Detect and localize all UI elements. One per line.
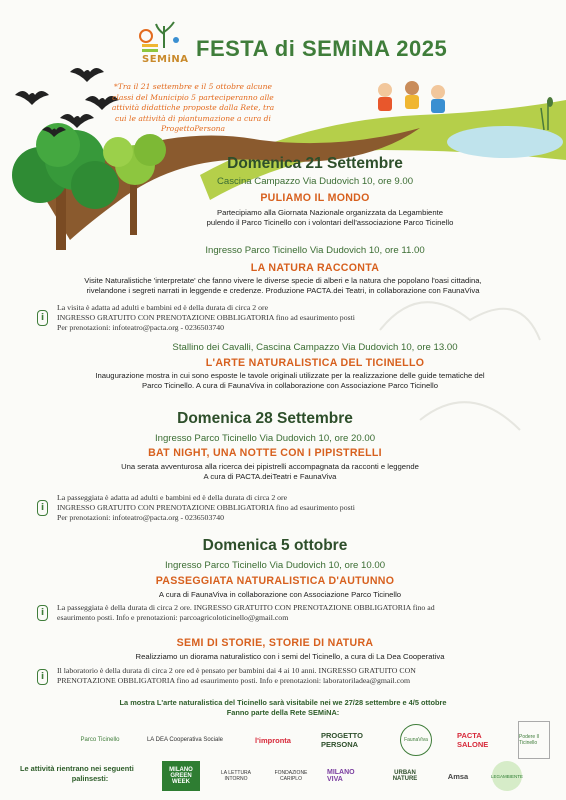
info-icon: i — [37, 500, 48, 516]
info-icon: i — [37, 605, 48, 621]
palinsesto-logo: URBAN NATURE — [392, 770, 418, 782]
logo-text: SEMiNA — [142, 54, 189, 65]
event-info: La passeggiata è della durata di circa 2 ore. INGRESSO GRATUITO CON PRENOTAZIONE OBBLIGATORIA fino ad esaurimento posti. Info e prenotazioni: parcoagricoloticinello@gmail.com — [57, 603, 435, 622]
event-venue: Ingresso Parco Ticinello Via Dudovich 10, ore 11.00 — [205, 245, 425, 256]
event-venue: Stallino dei Cavalli, Cascina Campazzo Via Dudovich 10, ore 13.00 — [172, 342, 458, 353]
partner-logo: Parco Ticinello — [80, 737, 120, 743]
partner-logo: Podere Il Ticinello — [518, 721, 550, 759]
palinsesto-logo: LEGAMBIENTE — [492, 761, 522, 791]
event-title: PULIAMO IL MONDO — [260, 192, 370, 204]
partner-logo: FaunaViva — [400, 724, 432, 756]
event-description: A cura di FaunaViva in collaborazione con Associazione Parco Ticinello — [158, 590, 402, 599]
event-info: La visita è adatta ad adulti e bambini ed è della durata di circa 2 ore INGRESSO GRATUITO CON PRENOTAZIONE OBBLIGATORIA fino ad esaurimento posti Per prenotazioni: infoteatro@pacta.org - 0236503740 — [57, 303, 355, 332]
partner-logo: LA DEA Cooperativa Sociale — [146, 737, 224, 743]
palinsesto-logo: Amsa — [447, 771, 469, 781]
info-icon: i — [37, 310, 48, 326]
palinsesto-logo: MILANO GREEN WEEK — [162, 761, 200, 791]
day-heading: Domenica 21 Settembre — [227, 155, 403, 172]
page-title: FESTA di SEMiNA 2025 — [196, 36, 448, 61]
partner-logo: PACTA SALONE — [457, 731, 489, 749]
event-venue: Ingresso Parco Ticinello Via Dudovich 10, ore 20.00 — [154, 433, 376, 444]
intro-note: *Tra il 21 settembre e il 5 ottobre alcune classi del Municipio 5 parteciperanno alle attività didattiche proposte dalla Rete, tra cui le attività di piantumazione a cura di ProgettoPersona — [111, 82, 275, 133]
event-info: La passeggiata è adatta ad adulti e bambini ed è della durata di circa 2 ore INGRESSO GRATUITO CON PRENOTAZIONE OBBLIGATORIA fino ad esaurimento posti Per prenotazioni: infoteatro@pacta.org - 0236503740 — [57, 493, 355, 522]
event-title: L'ARTE NATURALISTICA DEL TICINELLO — [205, 357, 425, 369]
partner-logo: PROGETTO PERSONA — [321, 731, 363, 749]
event-title: SEMI DI STORIE, STORIE DI NATURA — [176, 637, 374, 649]
event-venue: Ingresso Parco Ticinello Via Dudovich 10, ore 10.00 — [164, 560, 386, 571]
day-heading: Domenica 28 Settembre — [177, 410, 353, 427]
event-description: Visite Naturalistiche 'interpretate' che fanno vivere le diverse specie di alberi e la natura che popolano l'oasi cittadina, rivelandone i segreti narrati in leggende e credenze. Produzione PACTA.dei Teatri, in collaborazione con FaunaViva — [84, 276, 482, 295]
palinsesti-row — [162, 758, 522, 794]
child-figure — [378, 83, 392, 97]
event-description: Realizziamo un diorama naturalistico con i semi del Ticinello, a cura di La Dea Cooperativa — [135, 652, 445, 661]
event-description: Partecipiamo alla Giornata Nazionale organizzata da Legambiente pulendo il Parco Ticinello con i volontari dell'associazione Parco Ticinello — [206, 208, 454, 227]
event-title: BAT NIGHT, UNA NOTTE CON I PIPISTRELLI — [148, 447, 382, 459]
event-description: Inaugurazione mostra in cui sono esposte le tavole originali utilizzate per la realizzazione delle guide tematiche del Parco Ticinello. A cura di FaunaViva in collaborazione con Associazione Parco Ticinello — [95, 371, 485, 390]
day-heading: Domenica 5 ottobre — [202, 537, 348, 554]
pond — [447, 126, 563, 158]
semina-logo — [136, 14, 186, 54]
event-venue: Cascina Campazzo Via Dudovich 10, ore 9.00 — [216, 176, 414, 187]
partner-logo: l'impronta — [255, 735, 291, 745]
palinsesto-logo: LA LETTURA INTORNO — [220, 770, 251, 782]
event-title: PASSEGGIATA NATURALISTICA D'AUTUNNO — [155, 575, 395, 587]
bat-icon — [70, 68, 104, 82]
footer-note: La mostra L'arte naturalistica del Ticinello sarà visitabile nei we 27/28 settembre e 4/5 ottobre Fanno parte della Rete SEMiNA: — [119, 698, 447, 717]
event-info: Il laboratorio è della durata di circa 2 ore ed è pensato per bambini dai 4 ai 10 anni. INGRESSO GRATUITO CON PRENOTAZIONE OBBLIGATORIA fino ad esaurimento posti. Info e prenotazioni: laboratoriladea@gmail.com — [57, 666, 416, 685]
event-description: Una serata avventurosa alla ricerca dei pipistrelli accompagnata da racconti e leggende A cura di PACTA.deiTeatri e FaunaViva — [121, 462, 419, 481]
palinsesti-label: Le attività rientrano nei seguenti palinsesti: — [20, 764, 134, 783]
partners-row — [80, 722, 550, 758]
info-icon: i — [37, 669, 48, 685]
event-title: LA NATURA RACCONTA — [250, 262, 380, 274]
palinsesto-logo: MILANO VIVA — [327, 769, 355, 783]
palinsesto-logo: FONDAZIONE CARIPLO — [274, 770, 308, 782]
